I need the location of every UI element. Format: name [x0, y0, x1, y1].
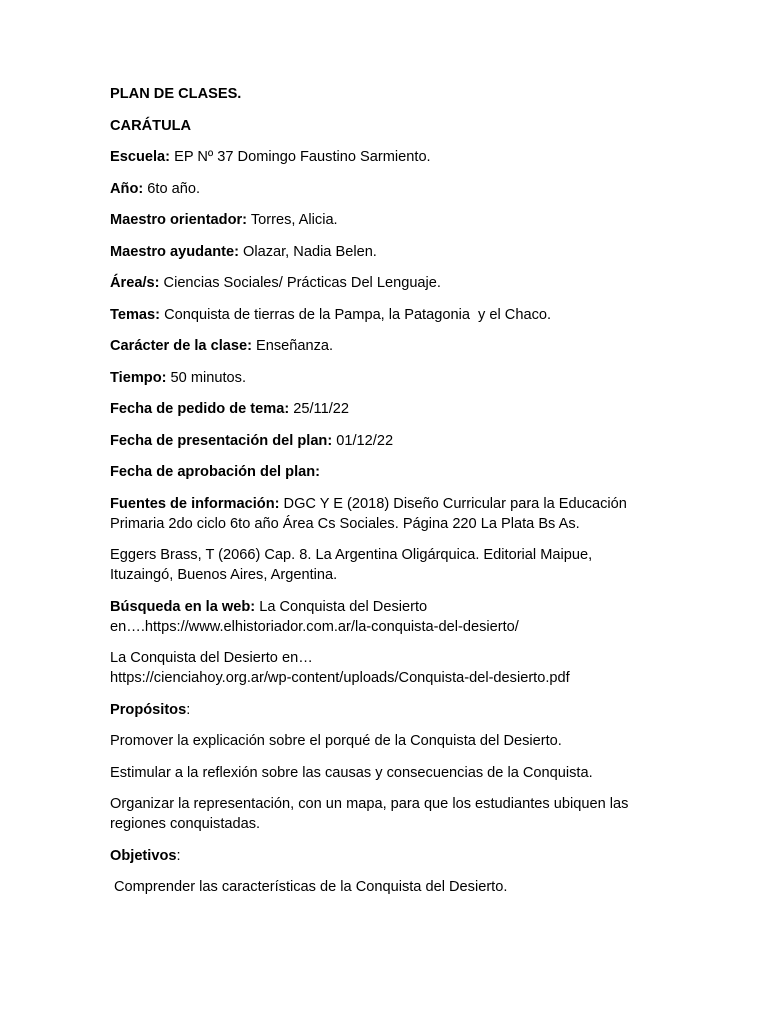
field-value: Torres, Alicia. — [247, 212, 338, 228]
field-value: 50 minutos. — [166, 369, 246, 386]
field-plan-presentation-date — [110, 431, 650, 451]
field-label: Fuentes de información: — [110, 495, 280, 512]
section-label: Propósitos — [110, 701, 187, 718]
purpose-item: Promover la explicación sobre el porqué de la Conquista del Desierto. — [110, 733, 562, 749]
section-label: Objetivos — [110, 847, 177, 864]
field-value: 25/11/22 — [289, 401, 349, 417]
field-areas — [110, 273, 650, 293]
field-time — [110, 368, 650, 388]
cover-heading: CARÁTULA — [110, 117, 192, 134]
field-label: Tiempo: — [110, 369, 167, 386]
document-page — [110, 84, 650, 909]
document-title: PLAN DE CLASES. — [110, 86, 242, 102]
field-assistant-teacher — [110, 242, 650, 262]
field-value: 6to año. — [143, 180, 201, 197]
web-link-elhistoriador: en….https://www.elhistoriador.com.ar/la-conquista-del-desierto/ — [110, 618, 519, 635]
field-value: DGC Y E (2018) Diseño Curricular para la Educación Primaria 2do ciclo 6to año Área Cs Sociales. Página 220 La Plata Bs As. — [110, 495, 627, 532]
objectives-heading — [110, 846, 650, 866]
field-label: Temas: — [110, 306, 161, 323]
field-label: Maestro orientador: — [110, 212, 248, 228]
field-value: Ciencias Sociales/ Prácticas Del Lenguaje. — [159, 275, 441, 291]
field-value: EP Nº 37 Domingo Faustino Sarmiento. — [170, 149, 431, 165]
section-colon: : — [186, 701, 191, 718]
field-class-type — [110, 336, 650, 356]
field-label: Escuela: — [110, 149, 171, 165]
objective-item: Comprender las características de la Conquista del Desierto. — [114, 879, 508, 895]
sources-extra: Eggers Brass, T (2066) Cap. 8. La Argentina Oligárquica. Editorial Maipue, Ituzaingó, Buenos Aires, Argentina. — [110, 547, 593, 583]
web-extra — [110, 648, 650, 688]
field-school — [110, 147, 650, 167]
field-sources — [110, 494, 650, 534]
field-value: La Conquista del Desierto — [255, 598, 428, 615]
field-label: Fecha de aprobación del plan: — [110, 464, 321, 480]
field-label: Área/s: — [110, 275, 160, 291]
field-label: Fecha de presentación del plan: — [110, 432, 333, 449]
field-label: Fecha de pedido de tema: — [110, 401, 290, 417]
field-value: 01/12/22 — [332, 432, 394, 449]
purpose-item: Organizar la representación, con un mapa, para que los estudiantes ubiquen las regiones conquistadas. — [110, 796, 629, 832]
field-value: Enseñanza. — [251, 338, 334, 354]
field-guide-teacher — [110, 210, 650, 230]
field-year — [110, 179, 650, 199]
field-topics — [110, 305, 650, 325]
field-label: Búsqueda en la web: — [110, 598, 256, 615]
section-colon: : — [176, 847, 181, 864]
field-value: Olazar, Nadia Belen. — [238, 243, 377, 260]
field-plan-approval-date — [110, 462, 650, 482]
purpose-item: Estimular a la reflexión sobre las causas y consecuencias de la Conquista. — [110, 764, 593, 781]
field-value: Conquista de tierras de la Pampa, la Patagonia y el Chaco. — [160, 306, 552, 323]
field-label: Maestro ayudante: — [110, 243, 239, 260]
purposes-heading — [110, 700, 650, 720]
field-label: Carácter de la clase: — [110, 338, 252, 354]
field-web-search — [110, 597, 650, 637]
web-extra-text: La Conquista del Desierto en… — [110, 650, 313, 666]
web-link-cienciahoy: https://cienciahoy.org.ar/wp-content/uploads/Conquista-del-desierto.pdf — [110, 670, 570, 686]
field-topic-request-date — [110, 399, 650, 419]
field-label: Año: — [110, 180, 144, 197]
